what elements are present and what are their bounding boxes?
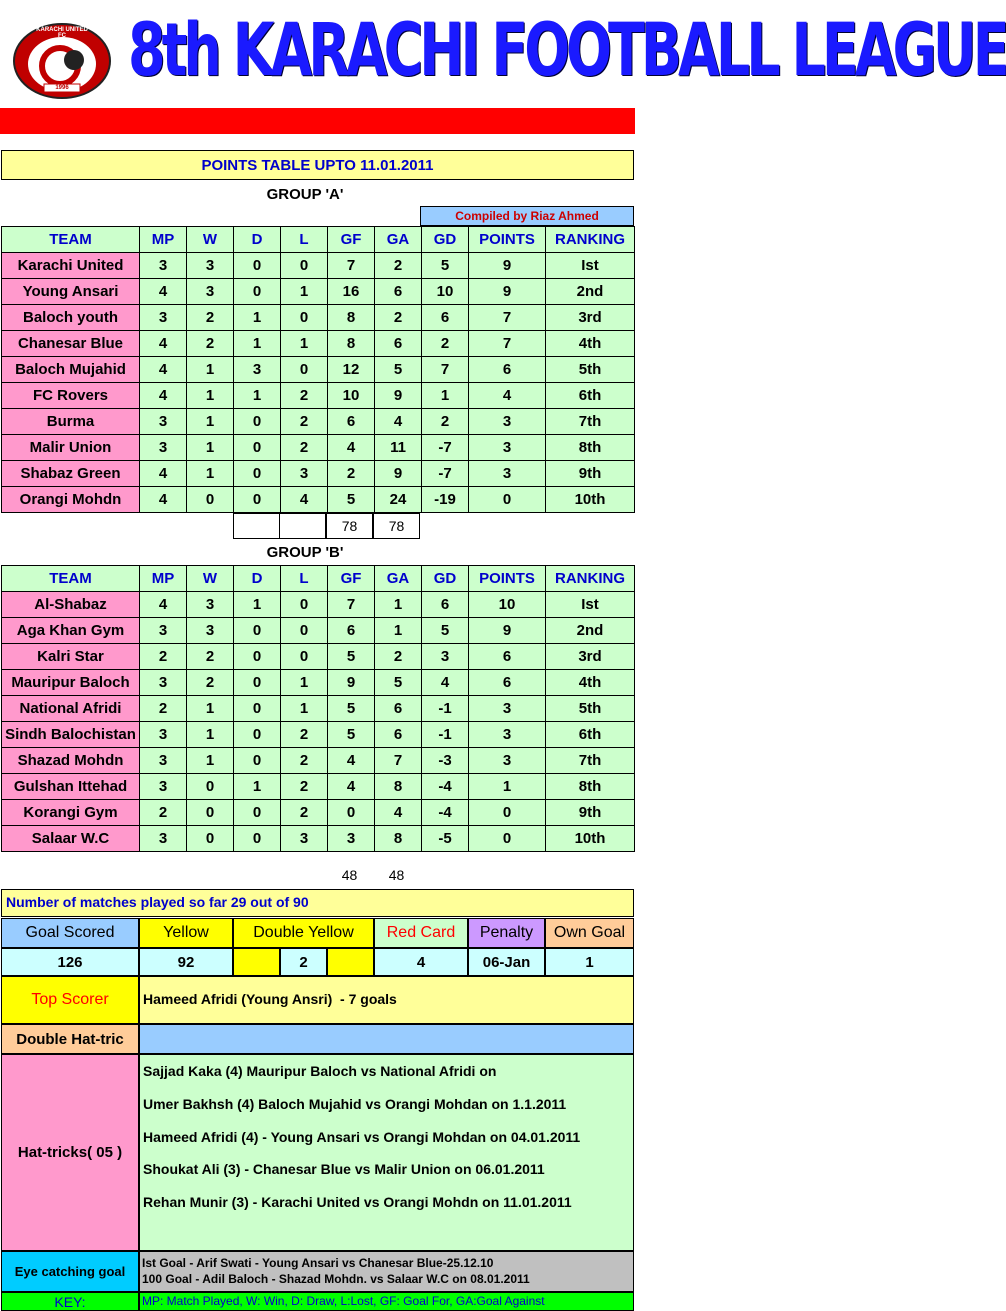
stat-cell: 6 (375, 279, 422, 305)
double-yellow-swatch-right (327, 948, 374, 976)
stat-cell: 9th (546, 800, 635, 826)
stat-cell: 3rd (546, 644, 635, 670)
stat-cell: 2 (140, 644, 187, 670)
stat-cell: 6 (469, 357, 546, 383)
team-name: Salaar W.C (2, 826, 140, 852)
stat-cell: 4 (140, 592, 187, 618)
stat-cell: 9 (469, 618, 546, 644)
column-header: POINTS (469, 566, 546, 592)
stat-cell: 3 (281, 461, 328, 487)
hattrick-item: Shoukat Ali (3) - Chanesar Blue vs Malir Union on 06.01.2011 (143, 1161, 545, 1177)
stat-cell: 24 (375, 487, 422, 513)
hattrick-item: Sajjad Kaka (4) Mauripur Baloch vs National Afridi on (143, 1063, 497, 1079)
column-header: GD (422, 566, 469, 592)
stat-cell: 4 (375, 409, 422, 435)
stat-cell: 5th (546, 696, 635, 722)
team-name: Baloch Mujahid (2, 357, 140, 383)
stat-cell: 7 (469, 305, 546, 331)
stat-cell: 8 (375, 826, 422, 852)
stat-cell: 4 (140, 279, 187, 305)
stat-cell: 4 (422, 670, 469, 696)
stat-cell: 5 (328, 696, 375, 722)
stat-cell: 2 (140, 800, 187, 826)
table-row (2, 435, 635, 461)
stat-cell: 0 (234, 696, 281, 722)
stat-cell: 9 (469, 279, 546, 305)
stat-cell: 0 (187, 774, 234, 800)
table-row (2, 253, 635, 279)
team-name: Shabaz Green (2, 461, 140, 487)
stat-cell: 2 (422, 331, 469, 357)
stat-cell: 4 (328, 435, 375, 461)
stat-cell: 5 (422, 253, 469, 279)
stat-cell: 3 (140, 748, 187, 774)
column-header: L (281, 227, 328, 253)
stat-cell: 10 (328, 383, 375, 409)
stat-cell: 1 (422, 383, 469, 409)
table-row (2, 409, 635, 435)
column-header: MP (140, 566, 187, 592)
stat-cell: 4 (328, 774, 375, 800)
stat-cell: 0 (234, 722, 281, 748)
double-hattrick-label: Double Hat-tric (1, 1024, 139, 1054)
stat-cell: 2 (375, 644, 422, 670)
stat-cell: 1 (187, 461, 234, 487)
team-name: Mauripur Baloch (2, 670, 140, 696)
stat-cell: 3 (140, 774, 187, 800)
stat-cell: 0 (281, 253, 328, 279)
stat-cell: 3 (469, 461, 546, 487)
stat-cell: 0 (234, 644, 281, 670)
table-row (2, 383, 635, 409)
team-name: Malir Union (2, 435, 140, 461)
top-scorer-value: Hameed Afridi (Young Ansri) - 7 goals (139, 976, 634, 1024)
table-row (2, 331, 635, 357)
eye-catching-line1: Ist Goal - Arif Swati - Young Ansari vs Chanesar Blue-25.12.10 (142, 1256, 494, 1270)
stat-cell: 3 (140, 435, 187, 461)
stat-cell: 3 (140, 409, 187, 435)
stat-cell: 0 (234, 748, 281, 774)
points-table-title: POINTS TABLE UPTO 11.01.2011 (1, 150, 634, 180)
stat-cell: 10th (546, 487, 635, 513)
league-title: 8th KARACHI FOOTBALL LEAGUE (128, 7, 1006, 93)
stat-cell: 6 (375, 696, 422, 722)
group-b-table (1, 565, 635, 852)
hattrick-item: Rehan Munir (3) - Karachi United vs Orangi Mohdn on 11.01.2011 (143, 1194, 572, 1210)
table-row (2, 774, 635, 800)
table-row (2, 826, 635, 852)
table-row (2, 748, 635, 774)
stat-cell: 6 (328, 618, 375, 644)
stat-cell: -4 (422, 774, 469, 800)
table-row (2, 279, 635, 305)
stat-cell: 2 (375, 253, 422, 279)
stat-cell: 0 (281, 644, 328, 670)
stat-cell: 3 (140, 826, 187, 852)
stat-cell: 4 (140, 383, 187, 409)
stat-cell: -19 (422, 487, 469, 513)
stat-cell: 6 (469, 670, 546, 696)
stat-cell: 8th (546, 435, 635, 461)
stat-cell: 2 (281, 774, 328, 800)
stat-cell: 2 (422, 409, 469, 435)
table-row (2, 357, 635, 383)
stat-cell: 2 (281, 383, 328, 409)
hattrick-item: Hameed Afridi (4) - Young Ansari vs Orangi Mohdan on 04.01.2011 (143, 1129, 581, 1145)
stat-cell: 6 (422, 592, 469, 618)
stat-cell: 2 (375, 305, 422, 331)
stat-cell: 4th (546, 331, 635, 357)
stat-cell: 3 (469, 696, 546, 722)
goal-scored-label: Goal Scored (1, 918, 139, 948)
table-row (2, 696, 635, 722)
stat-cell: 8 (328, 305, 375, 331)
stat-cell: 6th (546, 383, 635, 409)
column-header: GA (375, 227, 422, 253)
stat-cell: 6 (469, 644, 546, 670)
stat-cell: 1 (234, 774, 281, 800)
group-a-total-gf: 78 (326, 513, 373, 539)
stat-cell: 0 (281, 618, 328, 644)
column-header: W (187, 227, 234, 253)
club-logo (12, 22, 112, 100)
stat-cell: 0 (469, 487, 546, 513)
table-row (2, 644, 635, 670)
stat-cell: 7 (422, 357, 469, 383)
stat-cell: 2 (187, 644, 234, 670)
stat-cell: 2 (281, 435, 328, 461)
stat-cell: 0 (187, 826, 234, 852)
column-header: RANKING (546, 227, 635, 253)
stat-cell: 3 (140, 722, 187, 748)
stat-cell: 7th (546, 409, 635, 435)
red-card-value: 4 (374, 948, 468, 976)
hattricks-label: Hat-tricks( 05 ) (1, 1054, 139, 1251)
table-row (2, 305, 635, 331)
top-scorer-label: Top Scorer (1, 976, 139, 1024)
stat-cell: Ist (546, 592, 635, 618)
stat-cell: 1 (375, 592, 422, 618)
table-row (2, 592, 635, 618)
key-value: MP: Match Played, W: Win, D: Draw, L:Lost, GF: Goal For, GA:Goal Against (139, 1292, 634, 1311)
stat-cell: 3 (328, 826, 375, 852)
stat-cell: 5 (328, 722, 375, 748)
team-name: Baloch youth (2, 305, 140, 331)
double-yellow-swatch-left (233, 948, 280, 976)
stat-cell: 3 (187, 279, 234, 305)
stat-cell: 4 (469, 383, 546, 409)
stat-cell: 3 (187, 592, 234, 618)
stat-cell: 3 (187, 618, 234, 644)
stat-cell: 10th (546, 826, 635, 852)
stat-cell: -7 (422, 435, 469, 461)
stat-cell: -5 (422, 826, 469, 852)
stat-cell: 2 (140, 696, 187, 722)
stat-cell: 3 (140, 618, 187, 644)
logo-year: 1996 (55, 85, 69, 91)
stat-cell: 6 (328, 409, 375, 435)
stat-cell: 7 (328, 253, 375, 279)
team-name: Al-Shabaz (2, 592, 140, 618)
group-b-total-ga: 48 (388, 867, 405, 883)
penalty-value: 06-Jan (468, 948, 545, 976)
column-header: RANKING (546, 566, 635, 592)
stat-cell: 1 (281, 670, 328, 696)
team-name: Burma (2, 409, 140, 435)
team-name: Korangi Gym (2, 800, 140, 826)
matches-played: Number of matches played so far 29 out of 90 (1, 889, 634, 917)
stat-cell: 1 (187, 435, 234, 461)
stat-cell: 4 (375, 800, 422, 826)
group-a-totals (233, 513, 421, 539)
group-a-total-ga: 78 (373, 513, 420, 539)
stat-cell: 0 (234, 487, 281, 513)
stat-cell: 7th (546, 748, 635, 774)
stat-cell: 5th (546, 357, 635, 383)
team-name: Chanesar Blue (2, 331, 140, 357)
stat-cell: 5 (328, 487, 375, 513)
stat-cell: 10 (469, 592, 546, 618)
total-blank (279, 513, 326, 539)
stat-cell: 3 (140, 305, 187, 331)
stat-cell: 0 (187, 487, 234, 513)
group-a-table (1, 226, 635, 513)
stat-cell: 0 (281, 305, 328, 331)
column-header: GD (422, 227, 469, 253)
table-row (2, 461, 635, 487)
stat-cell: 1 (187, 696, 234, 722)
team-name: Kalri Star (2, 644, 140, 670)
stat-cell: 4th (546, 670, 635, 696)
stat-cell: 3 (140, 670, 187, 696)
stat-cell: 2 (281, 722, 328, 748)
team-name: FC Rovers (2, 383, 140, 409)
stat-cell: 3 (234, 357, 281, 383)
stat-cell: 3 (469, 722, 546, 748)
column-header: GF (328, 227, 375, 253)
stat-cell: 4 (140, 487, 187, 513)
stat-cell: 1 (234, 331, 281, 357)
stat-cell: 2 (281, 800, 328, 826)
stat-cell: -3 (422, 748, 469, 774)
red-card-label: Red Card (374, 918, 468, 948)
stat-cell: 2 (187, 331, 234, 357)
stat-cell: -7 (422, 461, 469, 487)
stat-cell: 2nd (546, 279, 635, 305)
stat-cell: 16 (328, 279, 375, 305)
stat-cell: 6 (375, 331, 422, 357)
stat-cell: 7 (469, 331, 546, 357)
column-header: TEAM (2, 227, 140, 253)
stat-cell: 6 (422, 305, 469, 331)
stat-cell: 4 (328, 748, 375, 774)
stat-cell: 2 (187, 305, 234, 331)
stat-cell: 3rd (546, 305, 635, 331)
stat-cell: 12 (328, 357, 375, 383)
stat-cell: 2nd (546, 618, 635, 644)
stat-cell: 1 (281, 696, 328, 722)
stat-cell: 1 (234, 592, 281, 618)
hattricks-list (139, 1054, 634, 1251)
column-header: W (187, 566, 234, 592)
team-name: Orangi Mohdn (2, 487, 140, 513)
stat-cell: 2 (187, 670, 234, 696)
total-blank (233, 513, 280, 539)
stat-cell: 5 (375, 670, 422, 696)
table-row (2, 618, 635, 644)
yellow-value: 92 (139, 948, 233, 976)
team-name: National Afridi (2, 696, 140, 722)
stat-cell: 3 (281, 826, 328, 852)
stat-cell: 0 (328, 800, 375, 826)
stat-cell: 6th (546, 722, 635, 748)
stat-cell: 0 (234, 800, 281, 826)
stat-cell: 7 (375, 748, 422, 774)
key-label: KEY: (1, 1292, 139, 1311)
hattrick-item: Umer Bakhsh (4) Baloch Mujahid vs Orangi Mohdan on 1.1.2011 (143, 1096, 567, 1112)
goal-scored-value: 126 (1, 948, 139, 976)
stat-cell: 1 (187, 357, 234, 383)
table-row (2, 800, 635, 826)
penalty-label: Penalty (468, 918, 545, 948)
eye-catching-label: Eye catching goal (1, 1251, 139, 1292)
column-header: D (234, 227, 281, 253)
stat-cell: 0 (187, 800, 234, 826)
stat-cell: 3 (422, 644, 469, 670)
table-row (2, 670, 635, 696)
column-header: MP (140, 227, 187, 253)
stat-cell: 3 (140, 253, 187, 279)
stat-cell: 2 (281, 409, 328, 435)
stat-cell: 9 (375, 461, 422, 487)
own-goal-value: 1 (545, 948, 634, 976)
stat-cell: 9 (328, 670, 375, 696)
team-name: Sindh Balochistan (2, 722, 140, 748)
stat-cell: 4 (140, 357, 187, 383)
stat-cell: -1 (422, 722, 469, 748)
column-header: POINTS (469, 227, 546, 253)
table-row (2, 487, 635, 513)
stat-cell: 8th (546, 774, 635, 800)
stat-cell: 1 (375, 618, 422, 644)
double-yellow-value: 2 (280, 948, 327, 976)
team-name: Young Ansari (2, 279, 140, 305)
stat-cell: 1 (281, 279, 328, 305)
double-hattrick-value (139, 1024, 634, 1054)
stat-cell: 10 (422, 279, 469, 305)
stat-cell: 0 (234, 670, 281, 696)
eye-catching-value (139, 1251, 634, 1292)
column-header: D (234, 566, 281, 592)
stat-cell: 1 (281, 331, 328, 357)
table-row (2, 722, 635, 748)
stat-cell: Ist (546, 253, 635, 279)
stat-cell: 5 (375, 357, 422, 383)
stat-cell: 1 (187, 722, 234, 748)
stat-cell: 0 (234, 618, 281, 644)
stat-cell: 1 (469, 774, 546, 800)
stat-cell: 0 (234, 409, 281, 435)
group-a-title: GROUP 'A' (266, 185, 344, 203)
group-b-title: GROUP 'B' (266, 543, 344, 561)
stat-cell: 3 (187, 253, 234, 279)
stat-cell: 4 (140, 331, 187, 357)
stat-cell: 9th (546, 461, 635, 487)
stat-cell: 0 (234, 461, 281, 487)
stat-cell: 0 (234, 279, 281, 305)
column-header: GF (328, 566, 375, 592)
stat-cell: 4 (140, 461, 187, 487)
stat-cell: 0 (469, 826, 546, 852)
team-name: Gulshan Ittehad (2, 774, 140, 800)
stat-cell: 3 (469, 435, 546, 461)
stat-cell: 5 (328, 644, 375, 670)
header (0, 0, 1006, 108)
stat-cell: 0 (281, 357, 328, 383)
logo-text: KARACHI UNITED FC (36, 27, 88, 39)
stat-cell: 8 (328, 331, 375, 357)
stat-cell: 1 (187, 748, 234, 774)
column-header: GA (375, 566, 422, 592)
stat-cell: 0 (281, 592, 328, 618)
group-a-header-row (2, 227, 635, 253)
group-b-header-row (2, 566, 635, 592)
eye-catching-line2: 100 Goal - Adil Baloch - Shazad Mohdn. vs Salaar W.C on 08.01.2011 (142, 1272, 530, 1286)
stat-cell: 5 (422, 618, 469, 644)
double-yellow-label: Double Yellow (233, 918, 374, 948)
stat-cell: 0 (469, 800, 546, 826)
team-name: Karachi United (2, 253, 140, 279)
stat-cell: 0 (234, 435, 281, 461)
compiled-by: Compiled by Riaz Ahmed (420, 206, 634, 226)
column-header: L (281, 566, 328, 592)
column-header: TEAM (2, 566, 140, 592)
stat-cell: 3 (469, 409, 546, 435)
stat-cell: 1 (187, 409, 234, 435)
stat-cell: 11 (375, 435, 422, 461)
stat-cell: 6 (375, 722, 422, 748)
stat-cell: 9 (375, 383, 422, 409)
stat-cell: 1 (187, 383, 234, 409)
red-bar (0, 108, 635, 134)
group-b-total-gf: 48 (341, 867, 358, 883)
stat-cell: -4 (422, 800, 469, 826)
stat-cell: -1 (422, 696, 469, 722)
stat-cell: 4 (281, 487, 328, 513)
stat-cell: 0 (234, 826, 281, 852)
stat-cell: 2 (328, 461, 375, 487)
team-name: Aga Khan Gym (2, 618, 140, 644)
team-name: Shazad Mohdn (2, 748, 140, 774)
stat-cell: 0 (234, 253, 281, 279)
yellow-label: Yellow (139, 918, 233, 948)
stat-cell: 7 (328, 592, 375, 618)
stat-cell: 1 (234, 383, 281, 409)
stat-cell: 8 (375, 774, 422, 800)
stat-cell: 3 (469, 748, 546, 774)
stat-cell: 9 (469, 253, 546, 279)
own-goal-label: Own Goal (545, 918, 634, 948)
stat-cell: 1 (234, 305, 281, 331)
stat-cell: 2 (281, 748, 328, 774)
